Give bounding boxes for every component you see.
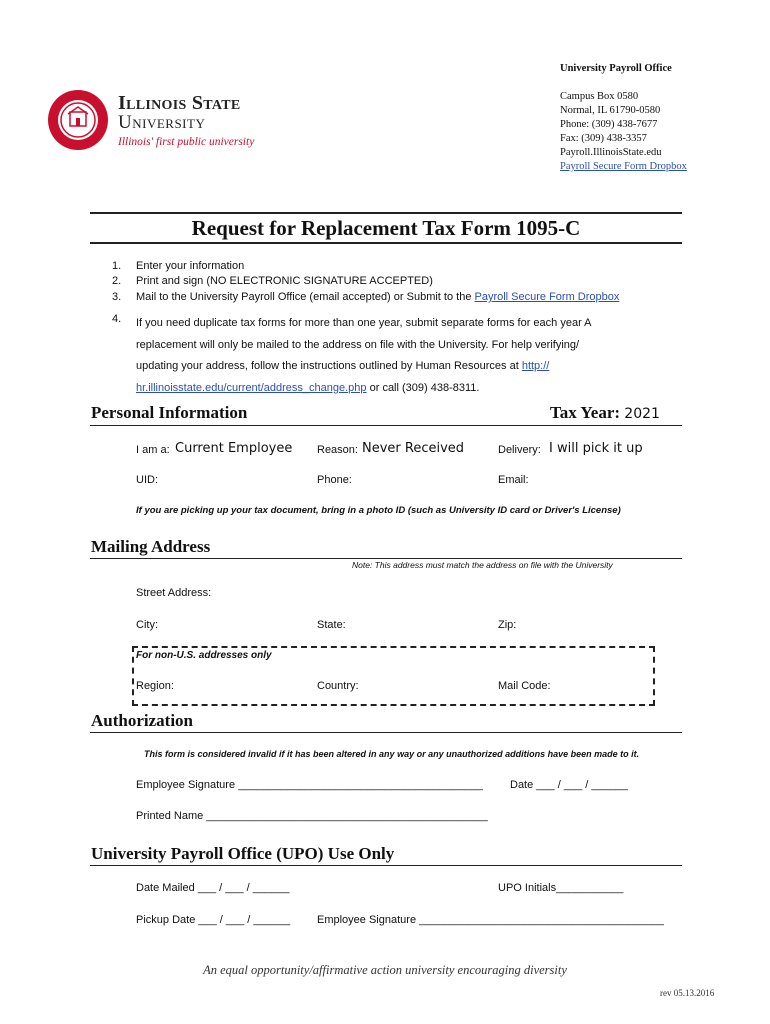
phone-field[interactable]: Phone: — [317, 474, 352, 486]
eo-statement: An equal opportunity/affirmative action university encouraging diversity — [203, 963, 567, 977]
instruction-dropbox-link[interactable]: Payroll Secure Form Dropbox — [474, 291, 620, 303]
logo-name-line2: University — [118, 112, 206, 133]
instruction-2: 2. — [112, 275, 122, 287]
photo-id-note: If you are picking up your tax document, bring in a photo ID (such as University ID card or Driver's License) — [136, 505, 621, 516]
city-line: Normal, IL 61790-0580 — [560, 105, 661, 116]
state-field[interactable]: State: — [317, 619, 346, 631]
tax-year-value[interactable]: 2021 — [624, 406, 660, 422]
instruction-1-text: Enter your information — [136, 260, 245, 272]
email-line: Payroll.IllinoisState.edu — [560, 147, 662, 158]
employee-signature-line[interactable]: Employee Signature ________________________________________ — [136, 779, 483, 791]
mailing-note: Note: This address must match the address on file with the University — [352, 560, 613, 570]
form-title: Request for Replacement Tax Form 1095-C — [191, 216, 581, 240]
date-mailed-line[interactable]: Date Mailed ___ / ___ / ______ — [136, 882, 290, 894]
hr-link-part1[interactable]: http:// — [521, 360, 550, 372]
mail-code-field[interactable]: Mail Code: — [498, 680, 551, 692]
reason-value[interactable]: Never Received — [362, 441, 465, 456]
instruction-3: 3. — [112, 291, 122, 303]
instruction-4-text: If you need duplicate tax forms for more than one year, submit separate forms for each year A replacement will only be mailed to the address on file with the University. For help verifying/ updating your address, follow the instructions outlined by Human Resources at http:// hr.illinoisstate.edu/current/address_change.php or call (309) 438-8311. — [136, 317, 592, 394]
campus-box: Campus Box 0580 — [560, 91, 639, 102]
region-field[interactable]: Region: — [136, 680, 174, 692]
logo-name-line1: Illinois State — [118, 92, 241, 114]
tax-year — [550, 403, 660, 423]
university-seal — [46, 88, 110, 152]
logo-tagline: Illinois' first public university — [118, 136, 255, 148]
revision-date: rev 05.13.2016 — [660, 988, 715, 998]
upo-initials-line[interactable]: UPO Initials___________ — [498, 882, 624, 894]
email-field[interactable]: Email: — [498, 474, 529, 486]
iam-label: I am a: — [136, 444, 170, 456]
dropbox-link[interactable]: Payroll Secure Form Dropbox — [560, 161, 687, 172]
authorization-warning: This form is considered invalid if it has been altered in any way or any unauthorized additions have been made to it. — [144, 749, 640, 759]
delivery-value[interactable]: I will pick it up — [549, 441, 643, 456]
title-top-rule — [90, 212, 682, 214]
date-line[interactable]: Date ___ / ___ / ______ — [510, 779, 629, 791]
office-title: University Payroll Office — [560, 63, 672, 74]
tax-year-label: Tax Year: — [550, 403, 621, 422]
upo-rule — [90, 865, 682, 866]
mailing-rule — [90, 558, 682, 559]
university-logo — [46, 88, 296, 154]
uid-field[interactable]: UID: — [136, 474, 158, 486]
street-field[interactable]: Street Address: — [136, 587, 212, 599]
pickup-date-line[interactable]: Pickup Date ___ / ___ / ______ — [136, 914, 291, 926]
upo-employee-signature-line[interactable]: Employee Signature ________________________________________ — [317, 914, 664, 926]
non-us-title: For non-U.S. addresses only — [136, 650, 272, 661]
upo-heading: University Payroll Office (UPO) Use Only — [91, 844, 395, 863]
instruction-4: 4. — [112, 313, 122, 325]
phone-line: Phone: (309) 438-7677 — [560, 119, 658, 130]
mailing-heading: Mailing Address — [91, 537, 211, 556]
contact-block — [560, 90, 687, 174]
title-bottom-rule — [90, 242, 682, 244]
fax-line: Fax: (309) 438-3357 — [560, 133, 647, 144]
instruction-1: 1. — [112, 260, 122, 272]
country-field[interactable]: Country: — [317, 680, 359, 692]
authorization-rule — [90, 732, 682, 733]
personal-rule — [90, 425, 682, 426]
zip-field[interactable]: Zip: — [498, 619, 517, 631]
personal-info-heading: Personal Information — [91, 403, 248, 422]
instruction-3-text: Mail to the University Payroll Office (email accepted) or Submit to the Payroll Secure Form Dropbox — [136, 291, 620, 303]
city-field[interactable]: City: — [136, 619, 158, 631]
authorization-heading: Authorization — [91, 711, 193, 730]
iam-value[interactable]: Current Employee — [175, 441, 293, 456]
hr-link-part2[interactable]: hr.illinoisstate.edu/current/address_change.php — [136, 381, 367, 394]
printed-name-line[interactable]: Printed Name ______________________________________________ — [136, 810, 488, 822]
delivery-label: Delivery: — [498, 444, 541, 456]
reason-label: Reason: — [317, 444, 358, 456]
instruction-2-text: Print and sign (NO ELECTRONIC SIGNATURE ACCEPTED) — [136, 275, 433, 287]
